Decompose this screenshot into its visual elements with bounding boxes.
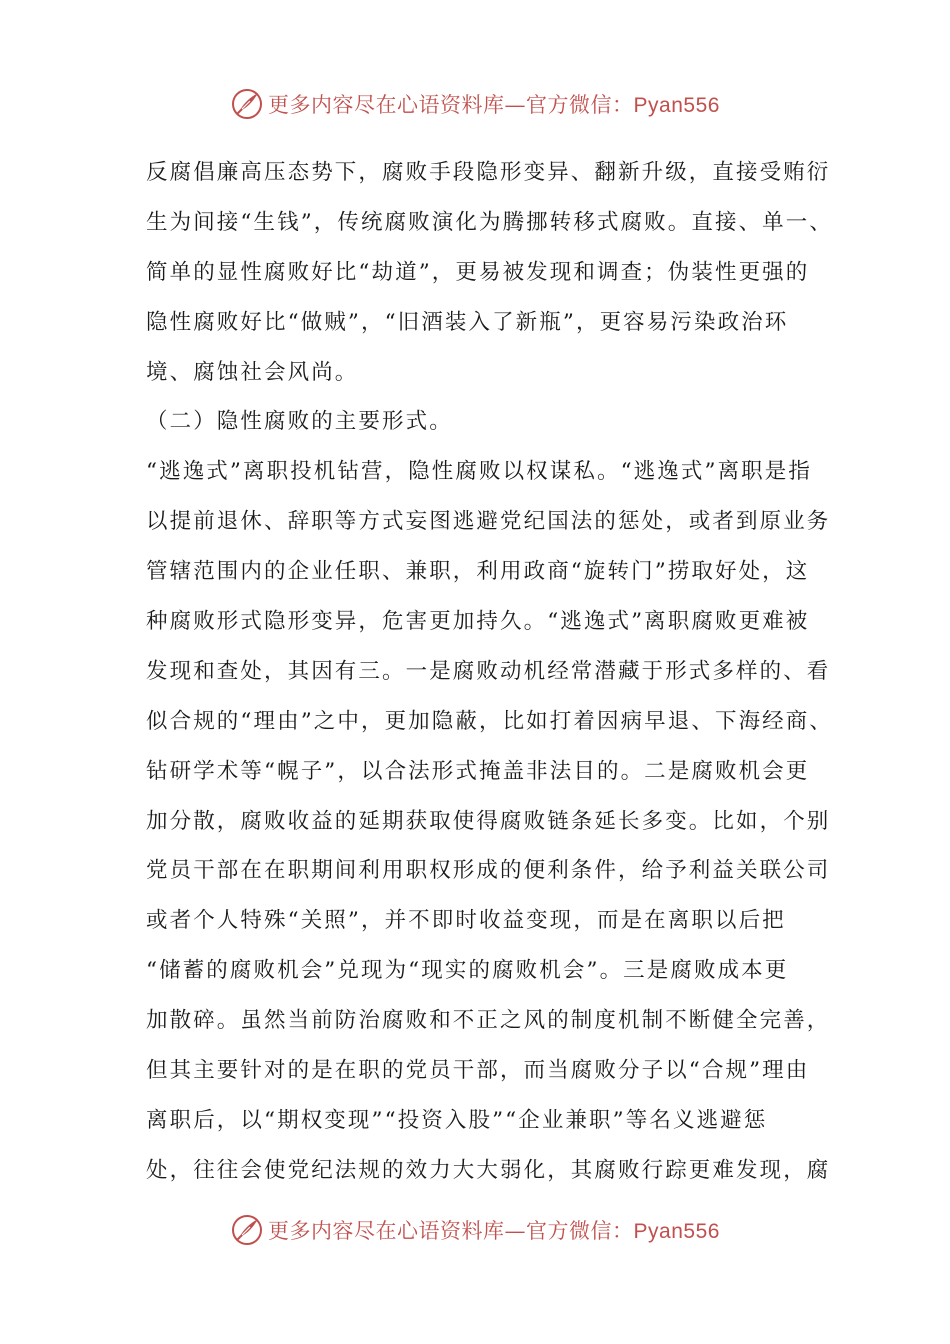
header-wechat-handle: Pyan556 <box>633 94 720 117</box>
body-line: 处，往往会使党纪法规的效力大大弱化，其腐败行踪更难发现，腐 <box>146 1157 831 1183</box>
body-line: 钻研学术等“幌子”，以合法形式掩盖非法目的。二是腐败机会更 <box>146 758 810 784</box>
footer-banner <box>0 1210 950 1250</box>
body-line: 发现和查处，其因有三。一是腐败动机经常潜藏于形式多样的、看 <box>146 658 831 684</box>
footer-banner-text <box>268 1215 720 1245</box>
body-line: 反腐倡廉高压态势下，腐败手段隐形变异、翻新升级，直接受贿衍 <box>146 160 831 185</box>
body-line: 种腐败形式隐形变异，危害更加持久。“逃逸式”离职腐败更难被 <box>146 609 810 635</box>
section-heading: （二）隐性腐败的主要形式。 <box>146 409 453 435</box>
body-line: 加分散，腐败收益的延期获取使得腐败链条延长多变。比如，个别 <box>146 808 831 834</box>
header-banner <box>0 84 950 124</box>
footer-wechat-handle: Pyan556 <box>633 1220 720 1243</box>
footer-banner-label: 更多内容尽在心语资料库—官方微信： <box>268 1219 634 1243</box>
body-line: 生为间接“生钱”，传统腐败演化为腾挪转移式腐败。直接、单一、 <box>146 209 833 235</box>
body-line: 简单的显性腐败好比“劫道”，更易被发现和调查；伪装性更强的 <box>146 259 810 285</box>
body-line: 管辖范围内的企业任职、兼职，利用政商“旋转门”捞取好处，这 <box>146 559 810 585</box>
body-line: 或者个人特殊“关照”，并不即时收益变现，而是在离职以后把 <box>146 908 786 934</box>
body-line: 似合规的“理由”之中，更加隐蔽，比如打着因病早退、下海经商、 <box>146 708 833 734</box>
body-line: 以提前退休、辞职等方式妄图逃避党纪国法的惩处，或者到原业务 <box>146 509 831 535</box>
body-line: 离职后，以“期权变现”“投资入股”“企业兼职”等名义逃避惩 <box>146 1107 768 1133</box>
quill-logo-icon <box>230 1213 264 1247</box>
body-line: “逃逸式”离职投机钻营，隐性腐败以权谋私。“逃逸式”离职是指 <box>146 459 812 485</box>
body-line: 加散碎。虽然当前防治腐败和不正之风的制度机制不断健全完善， <box>146 1008 831 1034</box>
body-line: “储蓄的腐败机会”兑现为“现实的腐败机会”。三是腐败成本更 <box>146 958 789 984</box>
document-body <box>146 148 833 1196</box>
body-line: 但其主要针对的是在职的党员干部，而当腐败分子以“合规”理由 <box>146 1058 810 1084</box>
body-line: 隐性腐败好比“做贼”，“旧酒装入了新瓶”，更容易污染政治环 <box>146 309 789 335</box>
quill-logo-icon <box>230 87 264 121</box>
body-line: 党员干部在在职期间利用职权形成的便利条件，给予利益关联公司 <box>146 858 831 884</box>
body-line: 境、腐蚀社会风尚。 <box>146 359 359 385</box>
header-banner-label: 更多内容尽在心语资料库—官方微信： <box>268 93 634 117</box>
header-banner-text <box>268 89 720 119</box>
